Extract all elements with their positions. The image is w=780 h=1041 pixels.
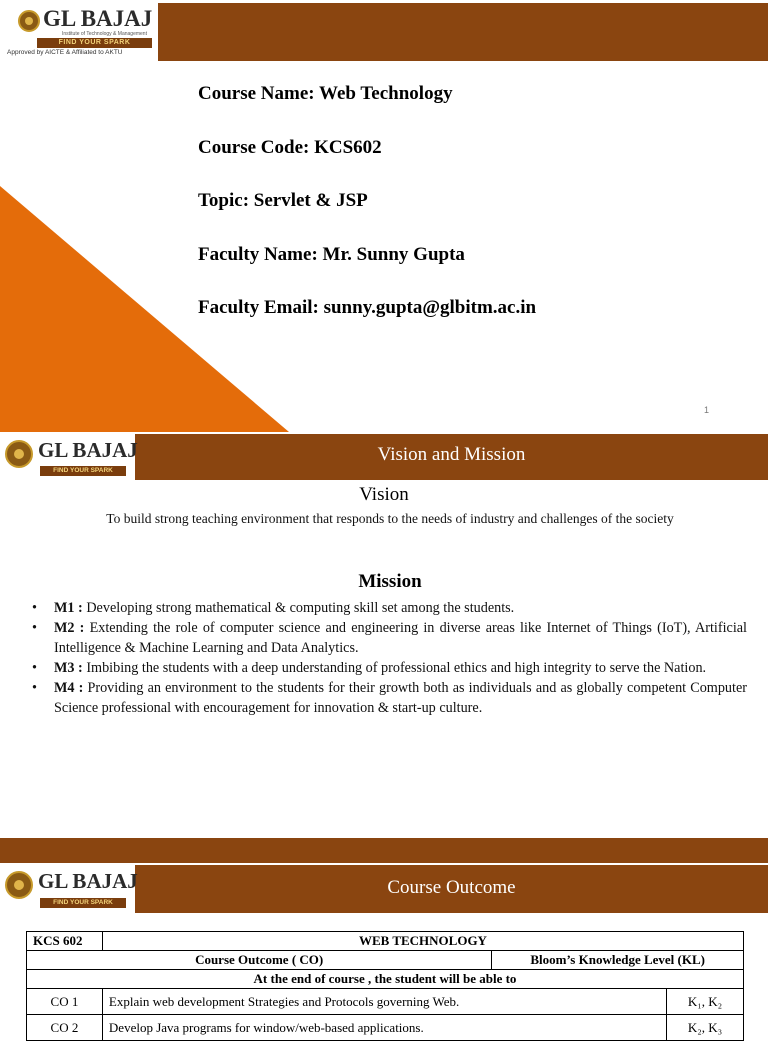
bullet-icon: • <box>32 660 37 676</box>
logo-tagline: FIND YOUR SPARK <box>40 466 126 476</box>
mission-label: M3 : <box>54 660 83 676</box>
slide-3 <box>0 834 768 1035</box>
mission-title: Mission <box>358 571 422 592</box>
table-row <box>27 989 744 1015</box>
gl-bajaj-logo <box>0 865 138 913</box>
col-course-outcome: Course Outcome ( CO) <box>27 951 492 970</box>
bullet-icon: • <box>32 620 37 636</box>
table-column-header-row <box>27 951 744 970</box>
table-intro-row <box>27 970 744 989</box>
table-row <box>27 1015 744 1041</box>
mission-item <box>28 658 747 678</box>
mission-item <box>28 598 747 618</box>
subject-code-cell: KCS 602 <box>27 932 103 951</box>
table-header-row <box>27 932 744 951</box>
logo-tagline: FIND YOUR SPARK <box>40 898 126 908</box>
logo-brand-text: GL BAJAJ <box>38 438 138 462</box>
course-code: Course Code: KCS602 <box>198 137 382 158</box>
co-id-cell: CO 2 <box>27 1015 103 1041</box>
course-name: Course Name: Web Technology <box>198 83 453 104</box>
mission-text: Providing an environment to the students for their growth both as individuals and as globally competent Computer Science professional with encouragement for innovation & start-up culture. <box>54 680 747 716</box>
vision-text: To build strong teaching environment that responds to the needs of industry and challenges of the society <box>106 511 674 526</box>
table-intro-cell: At the end of course , the student will be able to <box>27 970 744 989</box>
mission-item <box>28 618 747 658</box>
institute-emblem-icon <box>5 871 33 899</box>
slide-2-title: Vision and Mission <box>377 444 526 465</box>
institute-emblem-icon <box>5 440 33 468</box>
mission-list <box>28 598 747 718</box>
slide-3-top-bar <box>0 838 768 863</box>
mission-item <box>28 678 747 718</box>
bullet-icon: • <box>32 680 37 696</box>
course-outcome-table <box>26 931 744 1041</box>
subject-name-cell: WEB TECHNOLOGY <box>102 932 743 951</box>
faculty-email: Faculty Email: sunny.gupta@glbitm.ac.in <box>198 297 537 318</box>
slide-2 <box>0 432 768 834</box>
co-id-cell: CO 1 <box>27 989 103 1015</box>
mission-label: M4 : <box>54 680 84 696</box>
mission-label: M1 : <box>54 600 83 616</box>
logo-tagline: FIND YOUR SPARK <box>37 38 152 48</box>
bullet-icon: • <box>32 600 37 616</box>
mission-text: Extending the role of computer science and engineering in diverse areas like Internet of Things (IoT), Artificial Intelligence & Machine Learning and Data Analytics. <box>54 620 748 656</box>
col-knowledge-level: Bloom’s Knowledge Level (KL) <box>492 951 744 970</box>
co-desc-cell: Develop Java programs for window/web-based applications. <box>102 1015 666 1041</box>
gl-bajaj-logo <box>0 434 138 480</box>
logo-approval-text: Approved by AICTE & Affiliated to AKTU <box>7 49 123 56</box>
mission-label: M2 : <box>54 620 85 636</box>
logo-institute-text: Institute of Technology & Management <box>62 31 147 37</box>
mission-text: Developing strong mathematical & computing skill set among the students. <box>82 600 515 616</box>
co-desc-cell: Explain web development Strategies and Protocols governing Web. <box>102 989 666 1015</box>
co-kl-cell: K₂, K₃ <box>667 1015 744 1041</box>
faculty-name: Faculty Name: Mr. Sunny Gupta <box>198 244 465 265</box>
logo-brand-text: GL BAJAJ <box>38 869 138 893</box>
mission-text: Imbibing the students with a deep understanding of professional ethics and high integrity to serve the Nation. <box>82 660 707 676</box>
topic: Topic: Servlet & JSP <box>198 190 368 211</box>
decorative-triangle <box>0 0 768 432</box>
vision-title: Vision <box>359 484 409 505</box>
slide-3-title: Course Outcome <box>387 877 516 898</box>
co-kl-cell: K₁, K₂ <box>667 989 744 1015</box>
logo-brand-text: GL BAJAJ <box>43 6 153 31</box>
page-number: 1 <box>704 405 710 415</box>
slide-1 <box>0 0 768 432</box>
